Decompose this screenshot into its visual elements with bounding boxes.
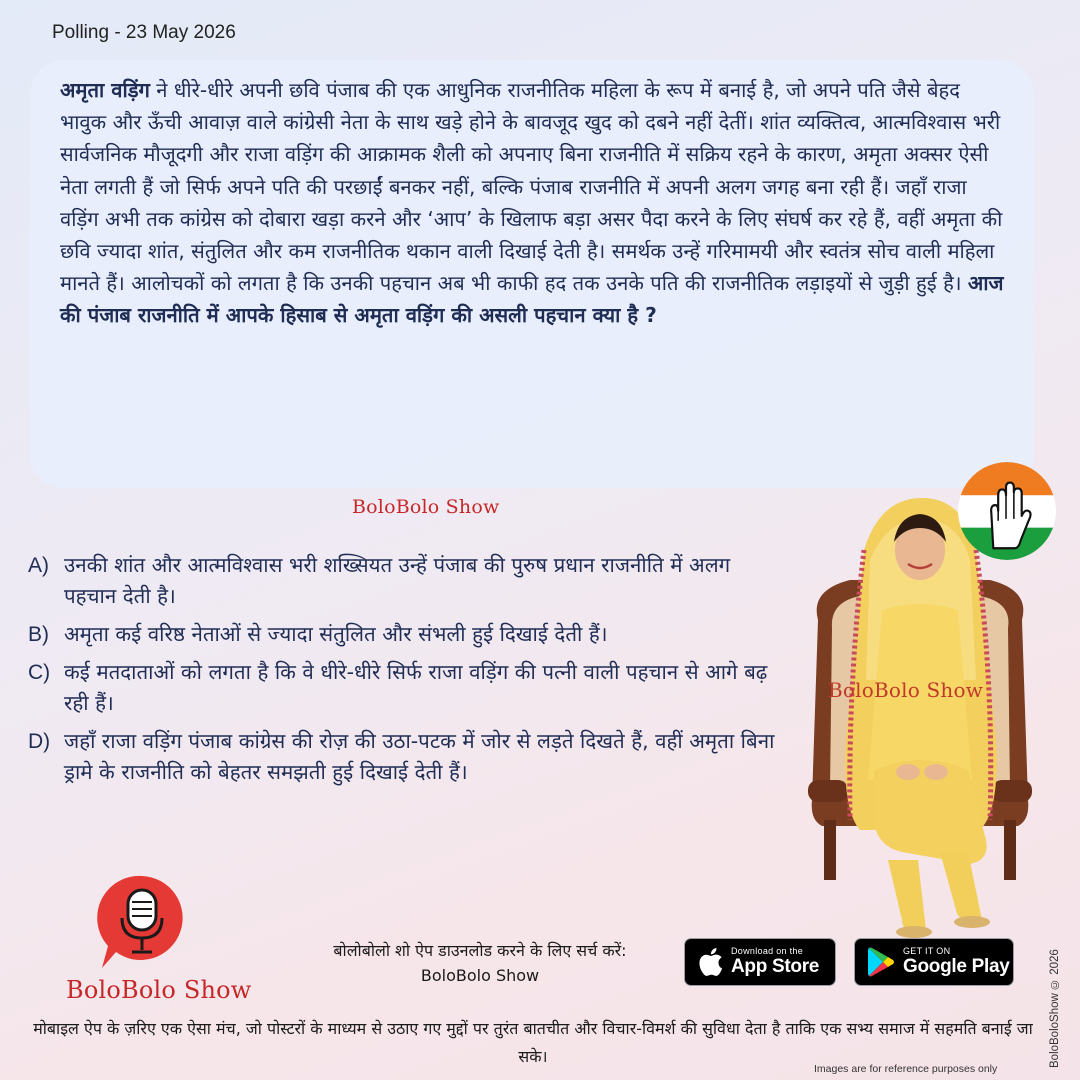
- google-play-icon: [867, 947, 895, 977]
- intro-name: अमृता वड़िंग: [60, 78, 150, 102]
- apple-icon: [697, 947, 723, 977]
- option-text: कई मतदाताओं को लगता है कि वे धीरे-धीरे सिर्फ राजा वड़िंग की पत्नी वाली पहचान से आगे बढ़ रही हैं।: [64, 660, 768, 715]
- poll-option-a[interactable]: [28, 550, 788, 612]
- download-prompt: [298, 938, 662, 988]
- microphone-icon: [96, 872, 188, 972]
- poll-option-b[interactable]: [28, 619, 788, 650]
- intro-paragraph: [60, 74, 1010, 332]
- option-text: अमृता कई वरिष्ठ नेताओं से ज्यादा संतुलित और संभली हुई दिखाई देती हैं।: [64, 622, 608, 646]
- intro-body: ने धीरे-धीरे अपनी छवि पंजाब की एक आधुनिक राजनीतिक महिला के रूप में बनाई है, जो अपने पति जैसे बेहद भावुक और ऊँची आवाज़ वाले कांग्रेसी नेता के साथ खड़े होने के बावजूद खुद को दबने नहीं देतीं। शांत व्यक्तित्व, आत्मविश्वास भरी सार्वजनिक मौजूदगी और राजा वड़िंग की आक्रामक शैली को अपनाए बिना राजनीति में सक्रिय रहने के कारण, अमृता अक्सर ऐसी नेता लगती हैं जो सिर्फ अपने पति की परछाईं बनकर नहीं, बल्कि पंजाब राजनीति में अपनी अलग जगह बना रही हैं। जहाँ राजा वड़िंग अभी तक कांग्रेस को दोबारा खड़ा करने और ‘आप’ के खिलाफ बड़ा असर पैदा करने के लिए संघर्ष कर रहे हैं, वहीं अमृता की छवि ज्यादा शांत, संतुलित और कम राजनीतिक थकान वाली दिखाई देती है। समर्थक उन्हें गरिमामयी और स्वतंत्र सोच वाली महिला मानते हैं। आलोचकों को लगता है कि उनकी पहचान अब भी काफी हद तक उनके पति की राजनीतिक लड़ाइयों से जुड़ी हुई है।: [60, 78, 1003, 296]
- footer-description: मोबाइल ऐप के ज़रिए एक ऐसा मंच, जो पोस्टरों के माध्यम से उठाए गए मुद्दों पर तुरंत बातचीत और विचार-विमर्श की सुविधा देता है ताकि एक सभ्य समाज में सहमति बनाई जा सके।: [33, 1019, 1033, 1066]
- option-letter: B): [28, 623, 49, 646]
- option-letter: C): [28, 661, 51, 684]
- poll-question: आज की पंजाब राजनीति में आपके हिसाब से अमृता वड़िंग की असली पहचान क्या है ?: [60, 271, 1004, 328]
- app-store-small-text: Download on the: [731, 946, 804, 956]
- copyright-notice: BoloBoloShow © 2026: [1049, 949, 1061, 1068]
- google-play-small-text: GET IT ON: [903, 946, 951, 956]
- polling-date: Polling - 23 May 2026: [52, 22, 236, 43]
- google-play-big-text: Google Play: [903, 956, 1010, 977]
- poll-option-d[interactable]: [28, 726, 788, 788]
- poll-option-c[interactable]: [28, 657, 788, 719]
- option-text: उनकी शांत और आत्मविश्वास भरी शख्सियत उन्हें पंजाब की पुरुष प्रधान राजनीति में अलग पहचान देती है।: [64, 553, 731, 608]
- download-app-name: BoloBolo Show: [420, 966, 540, 985]
- image-disclaimer: Images are for reference purposes only: [814, 1063, 998, 1075]
- option-letter: A): [28, 554, 49, 577]
- footer-brand: BoloBolo Show: [66, 976, 252, 1004]
- portrait-watermark: BoloBolo Show: [828, 678, 984, 702]
- poll-options: [28, 550, 788, 795]
- download-prompt-text: बोलोबोलो शो ऐप डाउनलोड करने के लिए सर्च करें:: [333, 941, 627, 960]
- intro-card: [30, 60, 1034, 488]
- app-store-big-text: App Store: [731, 956, 820, 977]
- brand-watermark: BoloBolo Show: [352, 496, 500, 518]
- option-text: जहाँ राजा वड़िंग पंजाब कांग्रेस की रोज़ की उठा-पटक में जोर से लड़ते दिखते हैं, वहीं अमृता बिना ड्रामे के राजनीति को बेहतर समझती हुई दिखाई देती हैं।: [64, 729, 775, 784]
- option-letter: D): [28, 730, 51, 753]
- congress-hand-icon: [958, 462, 1056, 560]
- app-store-button[interactable]: [684, 938, 836, 986]
- google-play-button[interactable]: [854, 938, 1014, 986]
